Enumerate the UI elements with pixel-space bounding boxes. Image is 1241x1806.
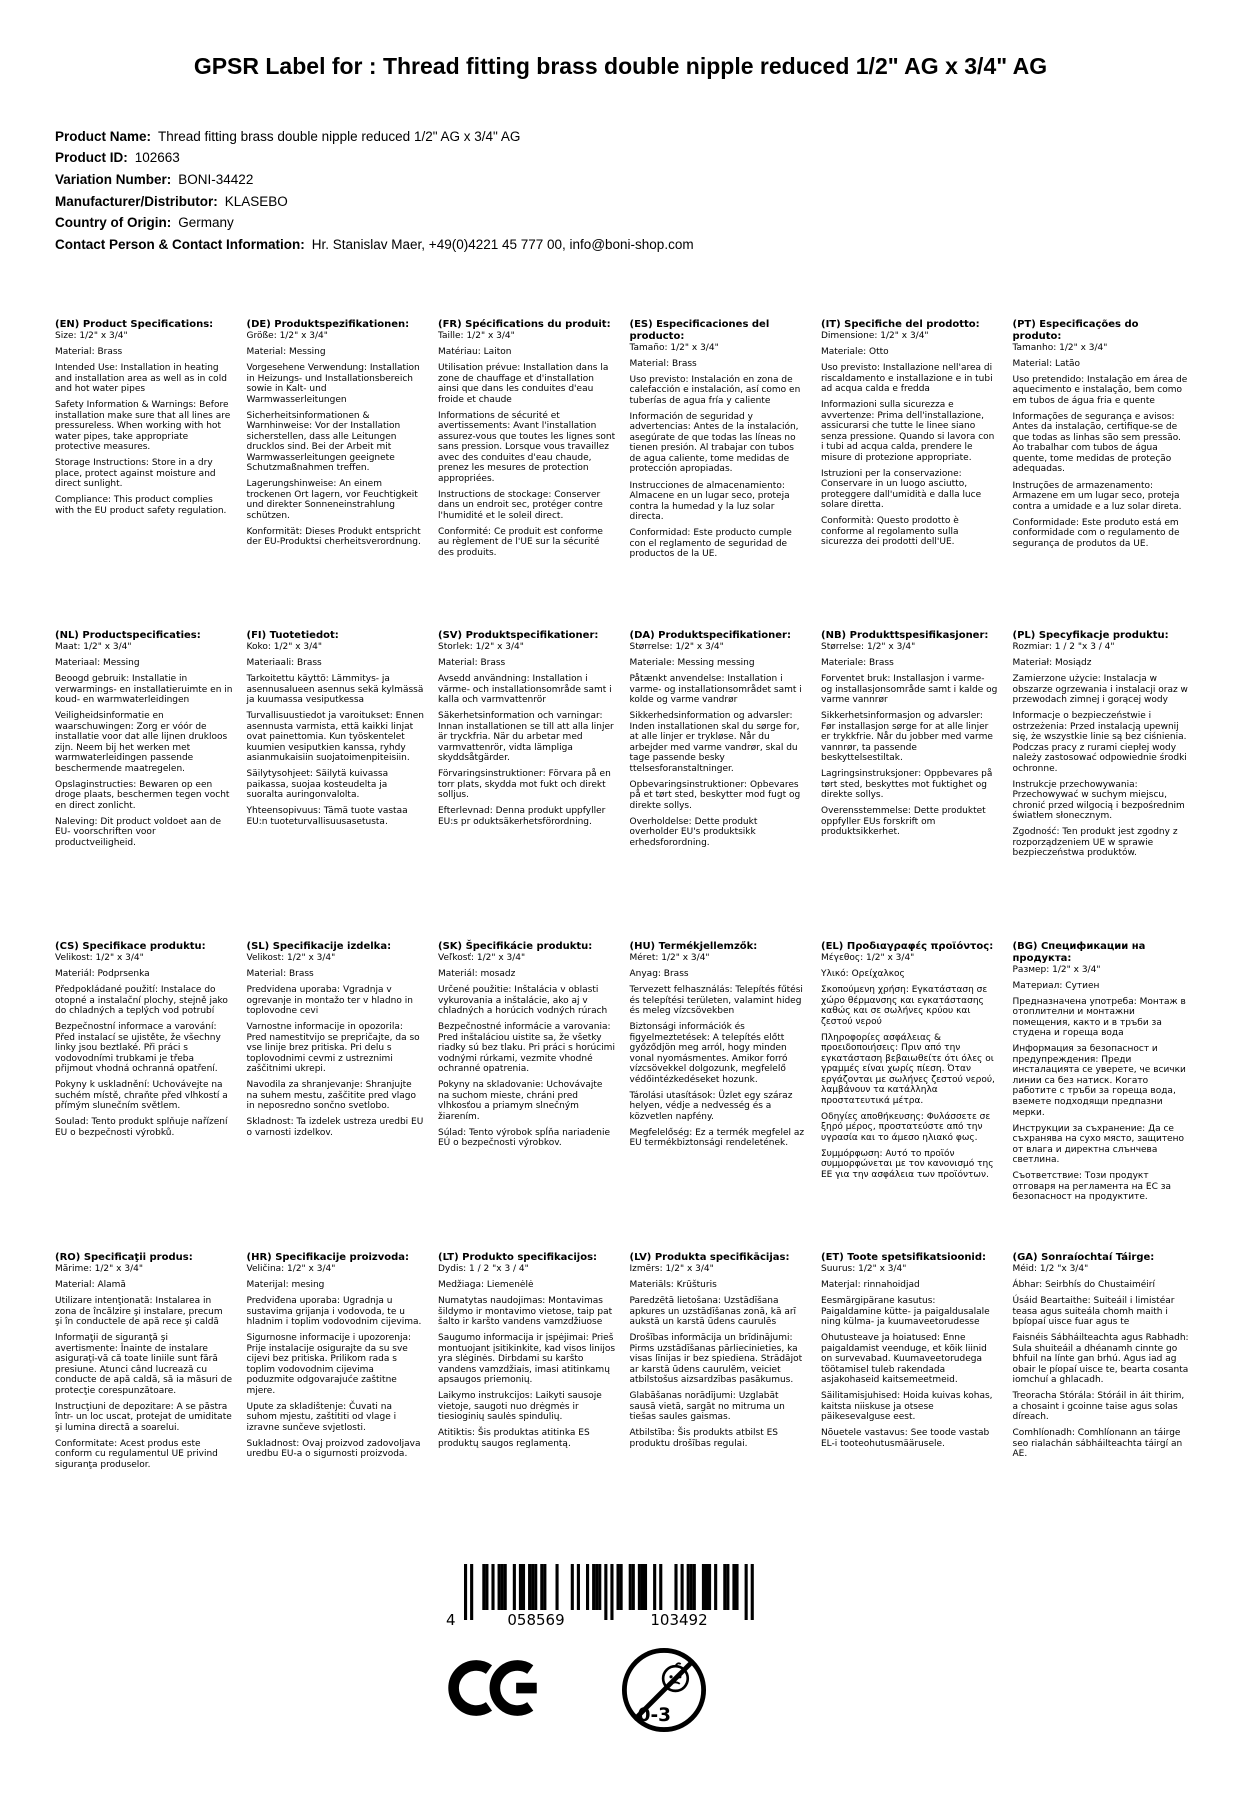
spec-line: Vorgesehene Verwendung: Installation in Heizungs- und Installationsbereich sowie in Kalt- und Warmwasserleitungen [246,363,420,405]
spec-line: Размер: 1/2" x 3/4" [1012,964,1101,975]
info-value: BONI-34422 [178,172,254,188]
spec-line: Veličina: 1/2" x 3/4" [246,1264,336,1275]
info-value: 102663 [134,150,180,166]
spec-block-nl [55,630,233,941]
barcode-svg [440,1564,780,1630]
spec-line: Size: 1/2" x 3/4" [55,331,128,342]
spec-line: Velikost: 1/2" x 3/4" [55,953,144,964]
spec-line: Skladnost: Ta izdelek ustreza uredbi EU o varnosti izdelkov. [246,1117,424,1138]
spec-line: Uso previsto: Installazione nell'area di riscaldamento e installazione e in tubi ad acqua calda e fredda [821,363,993,395]
spec-line: Utilizare intenţionată: Instalarea in zona de încălzire şi instalare, precum şi în conductele de apă rece şi caldă [55,1296,223,1328]
spec-line: Säkerhetsinformation och varningar: Innan installationen se till att alla linjer är tryckfria. När du arbetar med varmvattenrör, vidta lämpliga skyddsåtgärder. [438,711,614,764]
spec-line: Pokyny na skladovanie: Uchovávajte na suchom mieste, chráni pred vlhkosťou a priamym slnečným žiarením. [438,1080,603,1122]
spec-line: Súlad: Tento výrobok spĺňa nariadenie EÚ o bezpečnosti výrobkov. [438,1127,611,1149]
spec-line: Informations de sécurité et avertissements: Avant l'installation assurez-vous que toutes les lignes sont sans pression. Lorsque vous travaillez avec des conduites d'eau chaude, prenez les mesures de protection appropriées. [438,410,616,484]
spec-line: Intended Use: Installation in heating and installation area as well as in cold and hot water pipes [55,363,227,395]
spec-line: Tamanho: 1/2" x 3/4" [1012,342,1108,353]
spec-line: Materiale: Otto [821,347,889,358]
spec-block-heading: (DA) Produktspecifikationer: [629,630,791,642]
spec-line: Predviđena uporaba: Ugradnja u sustavima grijanja i vodovoda, te u hladnim i toplim vodovodnim cijevima. [246,1296,422,1328]
spec-line: Συμμόρφωση: Αυτό το προϊόν συμμορφώνεται με τον κανονισμό της ΕΕ για την ασφάλεια των προϊόντων. [821,1148,994,1180]
spec-block-et [821,1252,999,1563]
spec-line: Atbilstība: Šis produkts atbilst ES produktu drošības regulai. [629,1428,779,1449]
spec-line: Materiaal: Messing [55,658,140,669]
spec-line: Tamaño: 1/2" x 3/4" [629,342,719,353]
spec-line: Beoogd gebruik: Installatie in verwarmings- en installatieruimte en in koud- en warmwaterleidingen [55,674,233,706]
spec-block-heading: (SL) Specifikacije izdelka: [246,941,392,953]
spec-line: Konformität: Dieses Produkt entspricht der EU-Produktsi cherheitsverordnung. [246,526,421,548]
spec-block-bg [1013,941,1191,1252]
spec-line: Υλικό: Ορείχαλκος [821,969,905,980]
spec-line: Материал: Сутиен [1012,980,1100,991]
spec-line: Istruzioni per la conservazione: Conservare in un luogo asciutto, proteggere dall'umidità e dalla luce solare diretta. [821,468,982,511]
info-label: Variation Number: [55,172,172,188]
age-range-text: 0-3 [637,1705,671,1727]
spec-line: Conformità: Questo prodotto è conforme al regolamento sulla sicurezza dei prodotti dell'UE. [821,516,959,548]
spec-line: Taille: 1/2" x 3/4" [438,331,515,342]
spec-block-el [821,941,999,1252]
spec-block-heading: (DE) Produktspezifikationen: [246,319,410,331]
spec-line: Storage Instructions: Store in a dry place, protect against moisture and direct sunlight. [55,458,216,490]
spec-block-pt [1013,319,1191,630]
spec-line: Treoracha Stórála: Stóráil in áit thirim, a chosaint i gcoinne taise agus solas díreach. [1012,1391,1185,1423]
spec-line: Påtænkt anvendelse: Installation i varme- og installationsområdet samt i kolde og varme vandrør [629,674,802,706]
spec-line: Megfelelőség: Ez a termék megfelel az EU termékbiztonsági rendeletének. [629,1127,805,1149]
spec-line: Velikost: 1/2" x 3/4" [246,953,336,964]
info-label: Product ID: [55,150,128,166]
spec-line: Avsedd användning: Installation i värme- och installationsområde samt i kalla och varmvattenrör [438,674,612,706]
spec-block-heading: (HR) Specifikacije proizvoda: [246,1252,410,1264]
barcode-digit-left: 4 [446,1611,456,1630]
spec-line: Sikkerhedsinformation og advarsler: Inden installationen skal du sørge for, at alle linjer er trykløse. Når du arbejder med varme vandrør, skal du tage passende besky ttelsesforanstaltninger. [629,711,800,774]
spec-line: Zamierzone użycie: Instalacja w obszarze ogrzewania i instalacji oraz w przewodach zimnej i gorącej wody [1012,674,1188,706]
spec-block-ro [55,1252,233,1563]
spec-line: Pokyny k uskladnění: Uchovávejte na suchém místě, chraňte před vlhkostí a přímým slunečním světlem. [55,1080,228,1112]
spec-block-sv [438,630,616,941]
spec-line: Safety Information & Warnings: Before installation make sure that all lines are pressureless. When working with hot water pipes, take appropriate protective measures. [55,400,231,453]
spec-line: Uso pretendido: Instalação em área de aquecimento e instalação, bem como em tubos de água fria e quente [1012,374,1188,406]
spec-line: Informazioni sulla sicurezza e avvertenze: Prima dell'installazione, assicurarsi che tutte le linee siano senza pressione. Quando si lavora con i tubi ad acqua calda, prendere le misure di protezione appropriate. [821,400,995,463]
spec-line: Drošības informācija un brīdinājumi: Pirms uzstādīšanas pārliecinieties, ka visas līnijas ir bez spiediena. Strādājot ar karstā ūdens caurulēm, veiciet atbilstošus aizsardzības pasākumus. [629,1333,803,1386]
spec-line: Material: Messing [246,347,326,358]
spec-block-heading: (CS) Specifikace produktu: [55,941,206,953]
barcode-digits-group1: 058569 [507,1611,565,1630]
spec-line: Varnostne informacije in opozorila: Pred namestitvijo se prepričajte, da so vse linije brez pritiska. Pri delu s toplovodnimi cevmi z ustreznimi zaščitnimi ukrepi. [246,1022,420,1075]
spec-block-lv [630,1252,808,1563]
spec-line: Ábhar: Seirbhís do Chustaiméirí [1012,1280,1155,1291]
product-info-row [55,169,1241,191]
spec-line: Инструкции за съхранение: Да се съхранява на сухо място, защитено от влага и директна слънчева светлина. [1012,1123,1184,1166]
spec-line: Materjal: rinnahoidjad [821,1280,920,1291]
spec-line: Forventet bruk: Installasjon i varme- og installasjonsområde samt i kalde og varme vannrør [821,674,998,706]
spec-grid [55,319,1190,1563]
spec-line: Zgodność: Ten produkt jest zgodny z rozporządzeniem UE w sprawie bezpieczeństwa produktów. [1012,827,1178,859]
spec-block-it [821,319,999,630]
spec-line: Méid: 1/2 "x 3/4" [1012,1264,1089,1275]
spec-line: Materiaali: Brass [246,658,322,669]
spec-block-heading: (HU) Termékjellemzők: [629,941,758,953]
spec-block-heading: (BG) Спецификации на продукта: [1012,941,1146,965]
spec-block-heading: (NB) Produkttspesifikasjoner: [821,630,989,642]
spec-line: Rozmiar: 1 / 2 "x 3 / 4" [1012,642,1115,653]
spec-line: Lagringsinstruksjoner: Oppbevares på tørt sted, beskyttes mot fuktighet og direkte sollys. [821,769,993,801]
spec-line: Säilytysohjeet: Säilytä kuivassa paikassa, suojaa kosteudelta ja suoralta auringonvalolta. [246,769,389,801]
spec-block-heading: (ES) Especificaciones del producto: [629,319,770,343]
spec-line: Dydis: 1 / 2 "x 3 / 4" [438,1264,529,1275]
spec-line: Predvidena uporaba: Vgradnja v ogrevanje in montažo ter v hladno in toplovodne cevi [246,985,413,1017]
spec-line: Material: Brass [438,658,506,669]
spec-line: Conformidad: Este producto cumple con el reglamento de seguridad de productos de la UE. [629,528,792,560]
product-info [55,126,1241,256]
spec-block-es [630,319,808,630]
spec-block-sl [247,941,425,1252]
spec-line: Glabāšanas norādījumi: Uzglabāt sausā vietā, sargāt no mitruma un tiešas saules gaismas. [629,1391,785,1423]
spec-line: Izmērs: 1/2" x 3/4" [629,1264,714,1275]
spec-block-da [630,630,808,941]
spec-line: Предназначена употреба: Монтаж в отоплителни и монтажни помещения, както и в тръби за студена и гореща вода [1012,996,1186,1039]
spec-line: Informações de segurança e avisos: Antes da instalação, certifique-se de que todas as linhas são sem pressão. Ao trabalhar com tubos de água quente, tome medidas de proteção adequadas. [1012,411,1181,475]
spec-line: Atitiktis: Šis produktas atitinka ES produktų saugos reglamentą. [438,1428,590,1449]
spec-line: Instruções de armazenamento: Armazene em um lugar seco, proteja contra a umidade e a luz solar direta. [1012,480,1182,512]
spec-line: Tarkoitettu käyttö: Lämmitys- ja asennusalueen asennus sekä kylmässä ja kuumassa vesiputkessa [246,674,424,706]
spec-line: Veiligheidsinformatie en waarschuwingen: Zorg er vóór de installatie voor dat alle lijnen drukloos zijn. Neem bij het werken met warmwaterleidingen passende beschermende maatregelen. [55,711,228,774]
spec-block-hr [247,1252,425,1563]
spec-line: Instrukcje przechowywania: Przechowywać w suchym miejscu, chronić przed wilgocią i bezpośrednim światłem słonecznym. [1012,779,1185,822]
spec-line: Overensstemmelse: Dette produktet oppfyller EUs forskrift om produktsikkerhet. [821,806,986,838]
spec-line: Utilisation prévue: Installation dans la zone de chauffage et d'installation ainsi que dans les conduites d'eau froide et chaude [438,363,609,405]
spec-line: Lagerungshinweise: An einem trockenen Ort lagern, vor Feuchtigkeit und direkter Sonneneinstrahlung schützen. [246,479,418,521]
spec-line: Σκοπούμενη χρήση: Εγκατάσταση σε χώρο θέρμανσης και εγκατάστασης καθώς και σε σωλήνες κρύου και ζεστού νερού [821,985,988,1027]
barcode-digits-group2: 103492 [650,1611,708,1630]
spec-block-heading: (LT) Produkto specifikacijos: [438,1252,598,1264]
spec-line: Paredzētā lietošana: Uzstādīšana apkures un uzstādīšanas zonā, kā arī aukstā un karstā ūdens caurulēs [629,1296,797,1328]
info-value: Thread fitting brass double nipple reduced 1/2" AG x 3/4" AG [158,128,521,144]
page-title: GPSR Label for : Thread fitting brass double nipple reduced 1/2" AG x 3/4" AG [193,53,1048,79]
spec-block-heading: (FI) Tuotetiedot: [246,630,339,642]
spec-line: Materiāls: Krūšturis [629,1280,717,1291]
spec-line: Instrucciones de almacenamiento: Almacene en un lugar seco, proteja contra la humedad y la luz solar directa. [629,480,790,523]
spec-block-heading: (GA) Sonraíochtaí Táirge: [1012,1252,1155,1264]
spec-line: Yhteensopivuus: Tämä tuote vastaa EU:n tuoteturvallisuusasetusta. [246,806,408,827]
spec-block-heading: (PT) Especificações do produto: [1012,319,1139,343]
spec-block-heading: (SV) Produktspecifikationer: [438,630,599,642]
product-info-row [55,126,1241,148]
spec-block-nb [821,630,999,941]
spec-line: Suurus: 1/2" x 3/4" [821,1264,907,1275]
age-warning-0-3-icon [620,1646,708,1734]
info-value: KLASEBO [224,193,288,209]
spec-line: Ohutusteave ja hoiatused: Enne paigaldamist veenduge, et kõik liinid on survevabad. Kuumaveetorudega töötamisel tuleb rakendada asjakohaseid kaitsemeetmeid. [821,1333,987,1386]
spec-block-fr [438,319,616,630]
spec-line: Navodila za shranjevanje: Shranjujte na suhem mestu, zaščitite pred vlago in neposredno sončno svetlobo. [246,1080,417,1112]
spec-line: Sikkerhetsinformasjon og advarsler: Før installasjon sørge for at alle linjer er trykkfrie. Når du jobber med varme vannrør, ta passende beskyttelsestiltak. [821,711,993,764]
spec-line: Material: Brass [629,358,697,369]
spec-line: Информация за безопасност и предупреждения: Преди инсталацията се уверете, че всички линии са без натиск. Когато работите с тръби за гореща вода, вземете подходящи предпазни мерки. [1012,1044,1186,1118]
spec-line: Sigurnosne informacije i upozorenja: Prije instalacije osigurajte da su sve cijevi bez pritiska. Prilikom rada s toplim vodovodnim cijevima poduzmite odgovarajuće zaštitne mjere. [246,1333,412,1396]
spec-line: Efterlevnad: Denna produkt uppfyller EU:s pr oduktsäkerhetsförordning. [438,806,606,827]
spec-line: Compliance: This product complies with the EU product safety regulation. [55,495,227,516]
info-value: Germany [178,215,234,231]
barcode [440,1564,780,1634]
spec-line: Nõuetele vastavus: See toode vastab EL-i tooteohutusmäärusele. [821,1428,990,1449]
spec-block-sk [438,941,616,1252]
spec-line: Soulad: Tento produkt splňuje nařízení EU o bezpečnosti výrobků. [55,1117,228,1138]
info-label: Manufacturer/Distributor: [55,193,218,209]
gpsr-label-page [0,52,1241,1806]
spec-block-en [55,319,233,630]
spec-line: Určené použitie: Inštalácia v oblasti vykurovania a inštalácie, ako aj v chladných a horúcich vodných rúrach [438,985,608,1017]
spec-line: Instrucţiuni de depozitare: A se păstra într- un loc uscat, protejat de umiditate şi lumina directă a soarelui. [55,1401,232,1433]
spec-block-heading: (FR) Spécifications du produit: [438,319,611,331]
product-info-row [55,147,1241,169]
spec-line: Größe: 1/2" x 3/4" [246,331,328,342]
spec-line: Upute za skladištenje: Čuvati na suhom mjestu, zaštititi od vlage i izravne sunčeve svjetlosti. [246,1401,397,1433]
spec-line: Materiał: Mosiądz [1012,658,1092,669]
spec-line: Material: Brass [246,969,314,980]
spec-line: Información de seguridad y advertencias: Antes de la instalación, asegúrate de que todas las líneas no tienen presión. Al trabajar con tubos de agua caliente, tome medidas de protección apropiadas. [629,411,799,475]
spec-line: Turvallisuustiedot ja varoitukset: Ennen asennusta varmista, että kaikki linjat ovat painettomia. Kun työskentelet kuumien vesiputkien kanssa, ryhdy asianmukaisiin suojatoimenpiteisiin. [246,711,424,764]
spec-block-pl [1013,630,1191,941]
spec-block-heading: (IT) Specifiche del prodotto: [821,319,980,331]
spec-block-cs [55,941,233,1252]
spec-line: Material: Brass [55,347,123,358]
spec-block-heading: (EN) Product Specifications: [55,319,214,331]
spec-line: Veľkosť: 1/2" x 3/4" [438,953,526,964]
spec-line: Materiál: Podprsenka [55,969,150,980]
spec-line: Biztonsági információk és figyelmeztetések: A telepítés előtt győződjön meg arról, hogy minden vonal nyomásmentes. Amikor forró vízcsövekkel dolgozunk, megfelelő védőintézkedéseket hozunk. [629,1022,788,1085]
spec-line: Opslaginstructies: Bewaren op een droge plaats, beschermen tegen vocht en direct zonlicht. [55,779,230,811]
spec-line: Πληροφορίες ασφάλειας & προειδοποιήσεις: Πριν από την εγκατάσταση βεβαιωθείτε ότι όλες οι γραμμές είναι χωρίς πίεση. Όταν εργάζονται με σωλήνες ζεστού νερού, λαμβάνουν τα κατάλληλα προστατευτικά μέτρα. [821,1032,995,1106]
spec-line: Dimensione: 1/2" x 3/4" [821,331,929,342]
spec-line: Méret: 1/2" x 3/4" [629,953,710,964]
spec-line: Οδηγίες αποθήκευσης: Φυλάσσετε σε ξηρό μέρος, προστατεύστε από την υγρασία και το άμεσο ηλιακό φως. [821,1111,991,1143]
spec-line: Tárolási utasítások: Üzlet egy száraz helyen, védje a nedvesség és a közvetlen napfény. [629,1090,793,1122]
spec-line: Úsáid Beartaithe: Suiteáil i limistéar teasa agus suiteála chomh maith i bpíopaí uisce fuar agus te [1012,1296,1175,1328]
spec-block-heading: (NL) Productspecificaties: [55,630,201,642]
spec-line: Informaţii de siguranţă şi avertismente: Înainte de instalare asiguraţi-vă că toate liniile sunt fără presiune. Atunci când lucrează cu conducte de apă caldă, să ia măsuri de protecţie corespunzătoare. [55,1333,233,1396]
product-info-row [55,234,1241,256]
spec-line: Saugumo informacija ir įspėjimai: Prieš montuojant įsitikinkite, kad visos linijos yra slėginės. Dirbdami su karšto vandens vamzdžiais, imasi atitinkamų apsaugos priemonių. [438,1333,616,1386]
spec-line: Conformitate: Acest produs este conform cu regulamentul UE privind siguranţa produselor. [55,1438,218,1470]
info-label: Country of Origin: [55,215,172,231]
spec-block-heading: (LV) Produkta specifikācijas: [629,1252,790,1264]
spec-line: Material: Latão [1012,358,1081,369]
spec-line: Material: Alamă [55,1280,126,1291]
spec-line: Materiale: Messing messing [629,658,755,669]
spec-line: Faisnéis Sábháilteachta agus Rabhadh: Sula shuiteáil a dhéanamh cinnte go bhfuil na línte gan brhú. Agus iad ag obair le píopaí uisce te, bearta cosanta iomchuí a ghlacadh. [1012,1333,1189,1386]
spec-block-fi [247,630,425,941]
spec-line: Tervezett felhasználás: Telepítés fűtési és telepítési területen, valamint hideg és meleg vízcsövekben [629,985,803,1017]
spec-line: Sicherheitsinformationen & Warnhinweise: Vor der Installation sicherstellen, dass alle Leitungen drucklos sind. Bei der Arbeit mit Warmwasserleitungen geeignete Schutzmaßnahmen treffen. [246,410,401,474]
spec-line: Съответствие: Този продукт отговаря на регламента на ЕС за безопасност на продуктите. [1012,1171,1172,1203]
spec-line: Medžiaga: Liemenėlė [438,1280,534,1291]
product-info-row [55,191,1241,213]
spec-line: Materijal: mesing [246,1280,325,1291]
spec-line: Conformité: Ce produit est conforme au règlement de l'UE sur la sécurité des produits. [438,526,603,558]
spec-line: Předpokládané použití: Instalace do otopné a instalační plochy, stejně jako do chladných a teplých vod potrubí [55,985,228,1017]
info-label: Product Name: [55,128,152,144]
spec-line: Comhlíonadh: Comhlíonann an táirge seo rialachán sábháilteachta táirgí an AE. [1012,1428,1183,1460]
spec-block-de [247,319,425,630]
spec-block-heading: (RO) Specificaţii produs: [55,1252,193,1264]
spec-line: Numatytas naudojimas: Montavimas šildymo ir montavimo vietose, taip pat šalto ir karšto vandens vamzdžiuose [438,1296,613,1328]
spec-line: Μέγεθος: 1/2" x 3/4" [821,953,915,964]
spec-line: Materiál: mosadz [438,969,516,980]
info-label: Contact Person & Contact Information: [55,236,305,252]
spec-line: Laikymo instrukcijos: Laikyti sausoje vietoje, saugoti nuo drėgmės ir tiesioginių saulės spindulių. [438,1391,602,1423]
spec-block-heading: (SK) Špecifikácie produktu: [438,941,593,953]
spec-block-ga [1013,1252,1191,1563]
spec-line: Instructions de stockage: Conserver dans un endroit sec, protéger contre l'humidité et le soleil direct. [438,489,603,521]
spec-line: Bezpečnostní informace a varování: Před instalací se ujistěte, že všechny linky jsou beztlaké. Při práci s vodovodními trubkami je třeba přijmout vhodná ochranná opatření. [55,1022,221,1075]
spec-line: Storlek: 1/2" x 3/4" [438,642,524,653]
info-value: Hr. Stanislav Maer, +49(0)4221 45 777 00, info@boni-shop.com [311,236,694,252]
spec-line: Opbevaringsinstruktioner: Opbevares på et tørt sted, beskytter mod fugt og direkte sollys. [629,779,801,811]
spec-line: Anyag: Brass [629,969,689,980]
spec-line: Conformidade: Este produto está em conformidade com o regulamento de segurança de produtos da UE. [1012,517,1180,549]
spec-line: Overholdelse: Dette produkt overholder EU's produktsikk erhedsforordning. [629,816,758,848]
spec-line: Mărime: 1/2" x 3/4" [55,1264,143,1275]
spec-block-heading: (ET) Toote spetsifikatsioonid: [821,1252,987,1264]
spec-line: Størrelse: 1/2" x 3/4" [821,642,916,653]
spec-block-heading: (EL) Προδιαγραφές προϊόντος: [821,941,994,953]
spec-block-lt [438,1252,616,1563]
ce-mark-icon [448,1646,548,1730]
spec-line: Eesmärgipärane kasutus: Paigaldamine kütte- ja paigaldusalale ning külma- ja kuumaveetorudesse [821,1296,990,1328]
spec-line: Uso previsto: Instalación en zona de calefacción e instalación, así como en tuberías de agua fría y caliente [629,374,801,406]
spec-line: Bezpečnostné informácie a varovania: Pred inštaláciou uistite sa, že všetky riadky sú bez tlaku. Pri práci s horúcimi vodnými rúrkami, vezmite vhodné ochranné opatrenia. [438,1022,615,1075]
spec-line: Matériau: Laiton [438,347,512,358]
spec-line: Maat: 1/2" x 3/4" [55,642,132,653]
product-info-row [55,212,1241,234]
spec-block-heading: (PL) Specyfikacje produktu: [1012,630,1169,642]
spec-line: Koko: 1/2" x 3/4" [246,642,323,653]
symbols-row [448,1646,1241,1734]
spec-block-hu [630,941,808,1252]
spec-line: Naleving: Dit product voldoet aan de EU- voorschriften voor productveiligheid. [55,816,222,848]
spec-line: Informacje o bezpieczeństwie i ostrzeżenia: Przed instalacją upewnij się, że wszystkie linie są bez ciśnienia. Podczas pracy z rurami ciepłej wody należy zastosować odpowiednie środki ochronne. [1012,711,1187,774]
spec-line: Materiale: Brass [821,658,894,669]
spec-line: Sukladnost: Ovaj proizvod zadovoljava uredbu EU-a o sigurnosti proizvoda. [246,1438,421,1460]
spec-line: Säilitamisjuhised: Hoida kuivas kohas, kaitsta niiskuse ja otsese päikesevalguse eest. [821,1391,993,1423]
spec-line: Förvaringsinstruktioner: Förvara på en torr plats, skydda mot fukt och direkt solljus. [438,769,611,801]
spec-line: Størrelse: 1/2" x 3/4" [629,642,724,653]
